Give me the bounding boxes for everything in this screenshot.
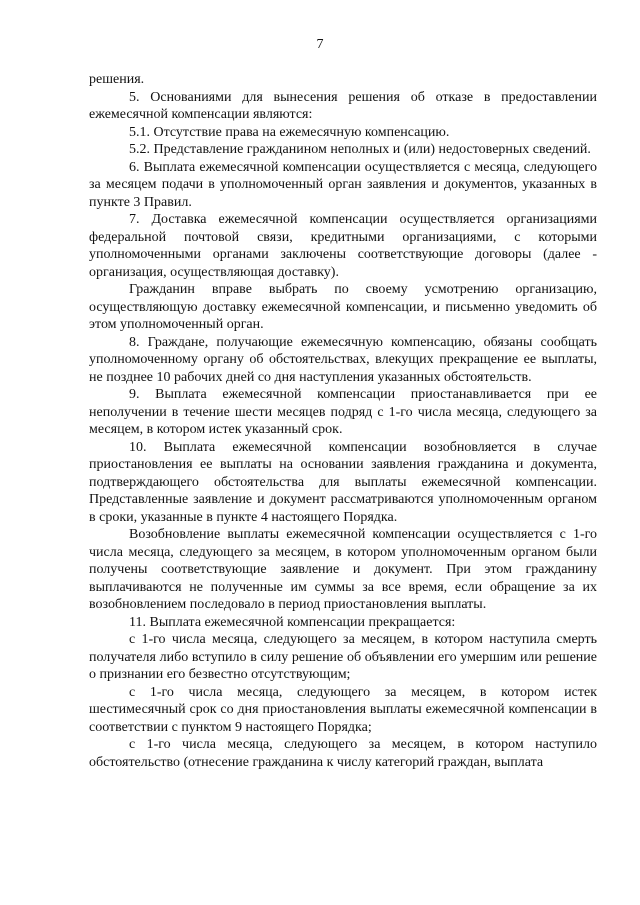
paragraph: 11. Выплата ежемесячной компенсации прекращается: <box>129 614 456 630</box>
paragraph: 8. Граждане, получающие ежемесячную компенсацию, обязаны сообщать уполномоченному органу об обстоятельствах, влекущих прекращение ее выплаты, не позднее 10 рабочих дней со дня наступления указанных обстоятельств. <box>89 334 597 385</box>
paragraph: 6. Выплата ежемесячной компенсации осуществляется с месяца, следующего за месяцем подачи в уполномоченный орган заявления и документов, указанных в пункте 3 Правил. <box>89 159 597 210</box>
paragraph: 5.1. Отсутствие права на ежемесячную компенсацию. <box>129 124 450 140</box>
paragraph: с 1-го числа месяца, следующего за месяцем, в котором истек шестимесячный срок со дня приостановления выплаты ежемесячной компенсации в соответствии с пунктом 9 настоящего Порядка; <box>89 684 597 735</box>
page-number: 7 <box>316 37 324 52</box>
document-body <box>89 71 597 771</box>
paragraph: 10. Выплата ежемесячной компенсации возобновляется в случае приостановления ее выплаты на основании заявления гражданина и документа, подтверждающего обстоятельства для выплаты ежемесячной компенсации. Представленные заявление и документ рассматриваются уполномоченным органом в сроки, указанные в пункте 4 настоящего Порядка. <box>89 439 597 525</box>
paragraph: 7. Доставка ежемесячной компенсации осуществляется организациями федеральной почтовой связи, кредитными организациями, с которыми уполномоченными органами заключены соответствующие договоры (далее - организация, осуществляющая доставку). <box>89 212 597 280</box>
paragraph: Гражданин вправе выбрать по своему усмотрению организацию, осуществляющую доставку ежемесячной компенсации, и письменно уведомить об этом уполномоченный орган. <box>89 282 597 332</box>
paragraph: решения. <box>89 72 145 87</box>
paragraph: с 1-го числа месяца, следующего за месяцем, в котором наступила смерть получателя либо вступило в силу решение об объявлении его умершим или решение о признании его безвестно отсутствующим; <box>89 632 597 682</box>
paragraph: 5. Основаниями для вынесения решения об отказе в предоставлении ежемесячной компенсации являются: <box>89 89 597 122</box>
paragraph: Возобновление выплаты ежемесячной компенсации осуществляется с 1-го числа месяца, следующего за месяцем, в котором уполномоченным органом были получены соответствующие заявление и документ. При этом гражданину выплачиваются не полученные им суммы за все время, если обращение за их возобновлением последовало в период приостановления выплаты. <box>89 527 597 612</box>
paragraph: с 1-го числа месяца, следующего за месяцем, в котором наступило обстоятельство (отнесение гражданина к числу категорий граждан, выплата <box>89 737 597 770</box>
paragraph: 9. Выплата ежемесячной компенсации приостанавливается при ее неполучении в течение шести месяцев подряд с 1-го числа месяца, следующего за месяцем, в котором истек указанный срок. <box>89 387 597 437</box>
paragraph: 5.2. Представление гражданином неполных и (или) недостоверных сведений. <box>129 142 591 157</box>
